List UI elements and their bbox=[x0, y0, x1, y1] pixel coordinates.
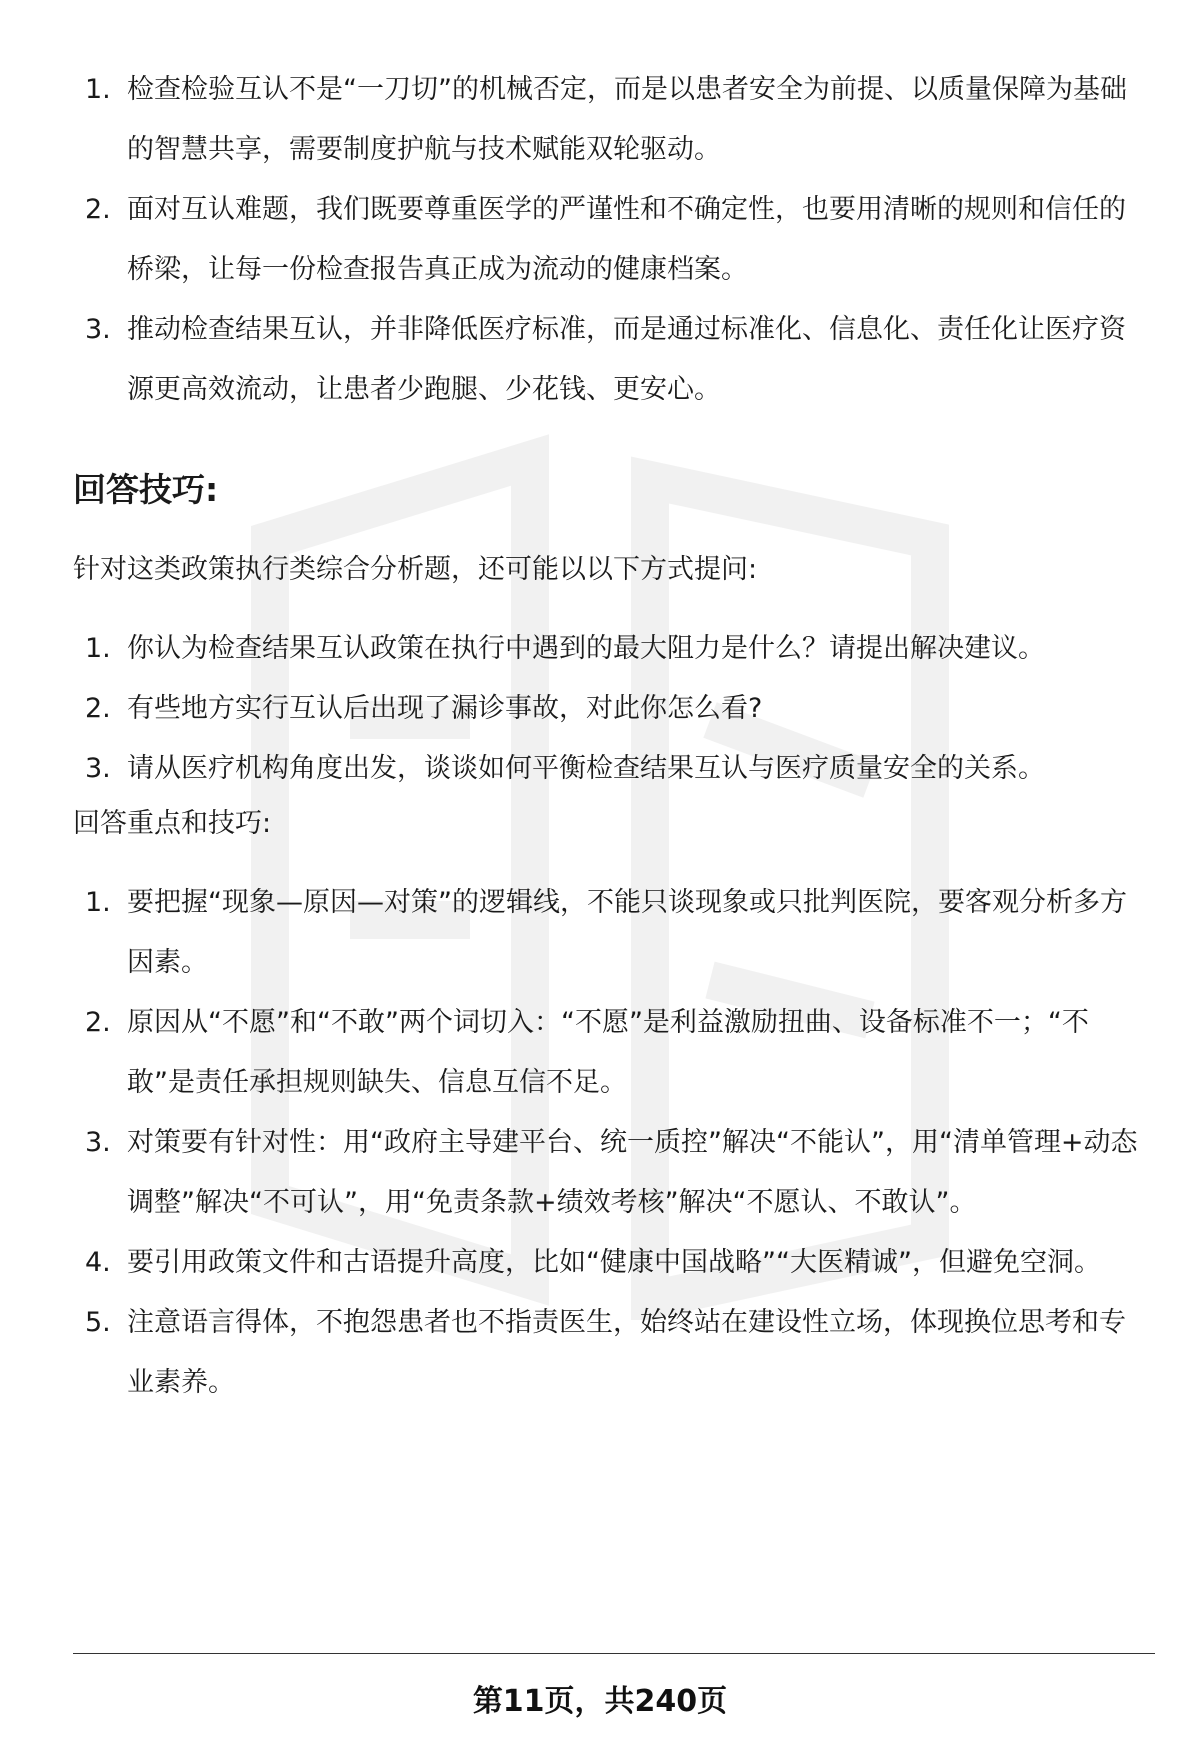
footer-divider bbox=[73, 1653, 1155, 1654]
list-item-text: 有些地方实行互认后出现了漏诊事故，对此你怎么看? bbox=[127, 693, 763, 724]
section-title: 回答技巧: bbox=[73, 470, 219, 509]
tips-list bbox=[73, 873, 1143, 1413]
list-item bbox=[73, 60, 1143, 180]
main-content bbox=[73, 60, 1143, 1413]
list-item-text: 面对互认难题，我们既要尊重医学的严谨性和不确定性，也要用清晰的规则和信任的桥梁，让每一份检查报告真正成为流动的健康档案。 bbox=[127, 194, 1126, 285]
list-number: 4. bbox=[85, 1247, 111, 1278]
list-number: 1. bbox=[85, 633, 111, 664]
list-number: 2. bbox=[85, 1007, 111, 1038]
list-item-text: 要把握“现象—原因—对策”的逻辑线，不能只谈现象或只批判医院，要客观分析多方因素。 bbox=[127, 887, 1127, 978]
list-item bbox=[73, 873, 1143, 993]
list-item bbox=[73, 993, 1143, 1113]
page-number: 第11页，共240页 bbox=[472, 1684, 728, 1719]
list-item bbox=[73, 1113, 1143, 1233]
list-item bbox=[73, 619, 1143, 679]
list-item bbox=[73, 180, 1143, 300]
list-number: 2. bbox=[85, 693, 111, 724]
list-item bbox=[73, 739, 1143, 799]
list-number: 1. bbox=[85, 74, 111, 105]
question-intro: 针对这类政策执行类综合分析题，还可能以以下方式提问: bbox=[73, 554, 758, 585]
list-item-text: 对策要有针对性：用“政府主导建平台、统一质控”解决“不能认”，用“清单管理+动态调整”解决“不可认”，用“免责条款+绩效考核”解决“不愿认、不敢认”。 bbox=[127, 1127, 1138, 1218]
tips-intro: 回答重点和技巧: bbox=[73, 808, 272, 839]
list-number: 2. bbox=[85, 194, 111, 225]
list-item-text: 原因从“不愿”和“不敢”两个词切入：“不愿”是利益激励扭曲、设备标准不一；“不敢”是责任承担规则缺失、信息互信不足。 bbox=[127, 1007, 1089, 1098]
list-item-text: 要引用政策文件和古语提升高度，比如“健康中国战略”“大医精诚”，但避免空洞。 bbox=[127, 1247, 1101, 1278]
question-list bbox=[73, 619, 1143, 799]
list-item bbox=[73, 1293, 1143, 1413]
list-item bbox=[73, 300, 1143, 420]
list-item-text: 请从医疗机构角度出发，谈谈如何平衡检查结果互认与医疗质量安全的关系。 bbox=[127, 753, 1045, 784]
list-number: 3. bbox=[85, 753, 111, 784]
list-item-text: 你认为检查结果互认政策在执行中遇到的最大阻力是什么？请提出解决建议。 bbox=[127, 633, 1045, 664]
list-number: 1. bbox=[85, 887, 111, 918]
list-item bbox=[73, 1233, 1143, 1293]
list-number: 3. bbox=[85, 314, 111, 345]
list-item-text: 注意语言得体，不抱怨患者也不指责医生，始终站在建设性立场，体现换位思考和专业素养。 bbox=[127, 1307, 1126, 1398]
list-item-text: 推动检查结果互认，并非降低医疗标准，而是通过标准化、信息化、责任化让医疗资源更高效流动，让患者少跑腿、少花钱、更安心。 bbox=[127, 314, 1126, 405]
list-number: 3. bbox=[85, 1127, 111, 1158]
list-number: 5. bbox=[85, 1307, 111, 1338]
intro-list bbox=[73, 60, 1143, 420]
list-item-text: 检查检验互认不是“一刀切”的机械否定，而是以患者安全为前提、以质量保障为基础的智慧共享，需要制度护航与技术赋能双轮驱动。 bbox=[127, 74, 1127, 165]
list-item bbox=[73, 679, 1143, 739]
